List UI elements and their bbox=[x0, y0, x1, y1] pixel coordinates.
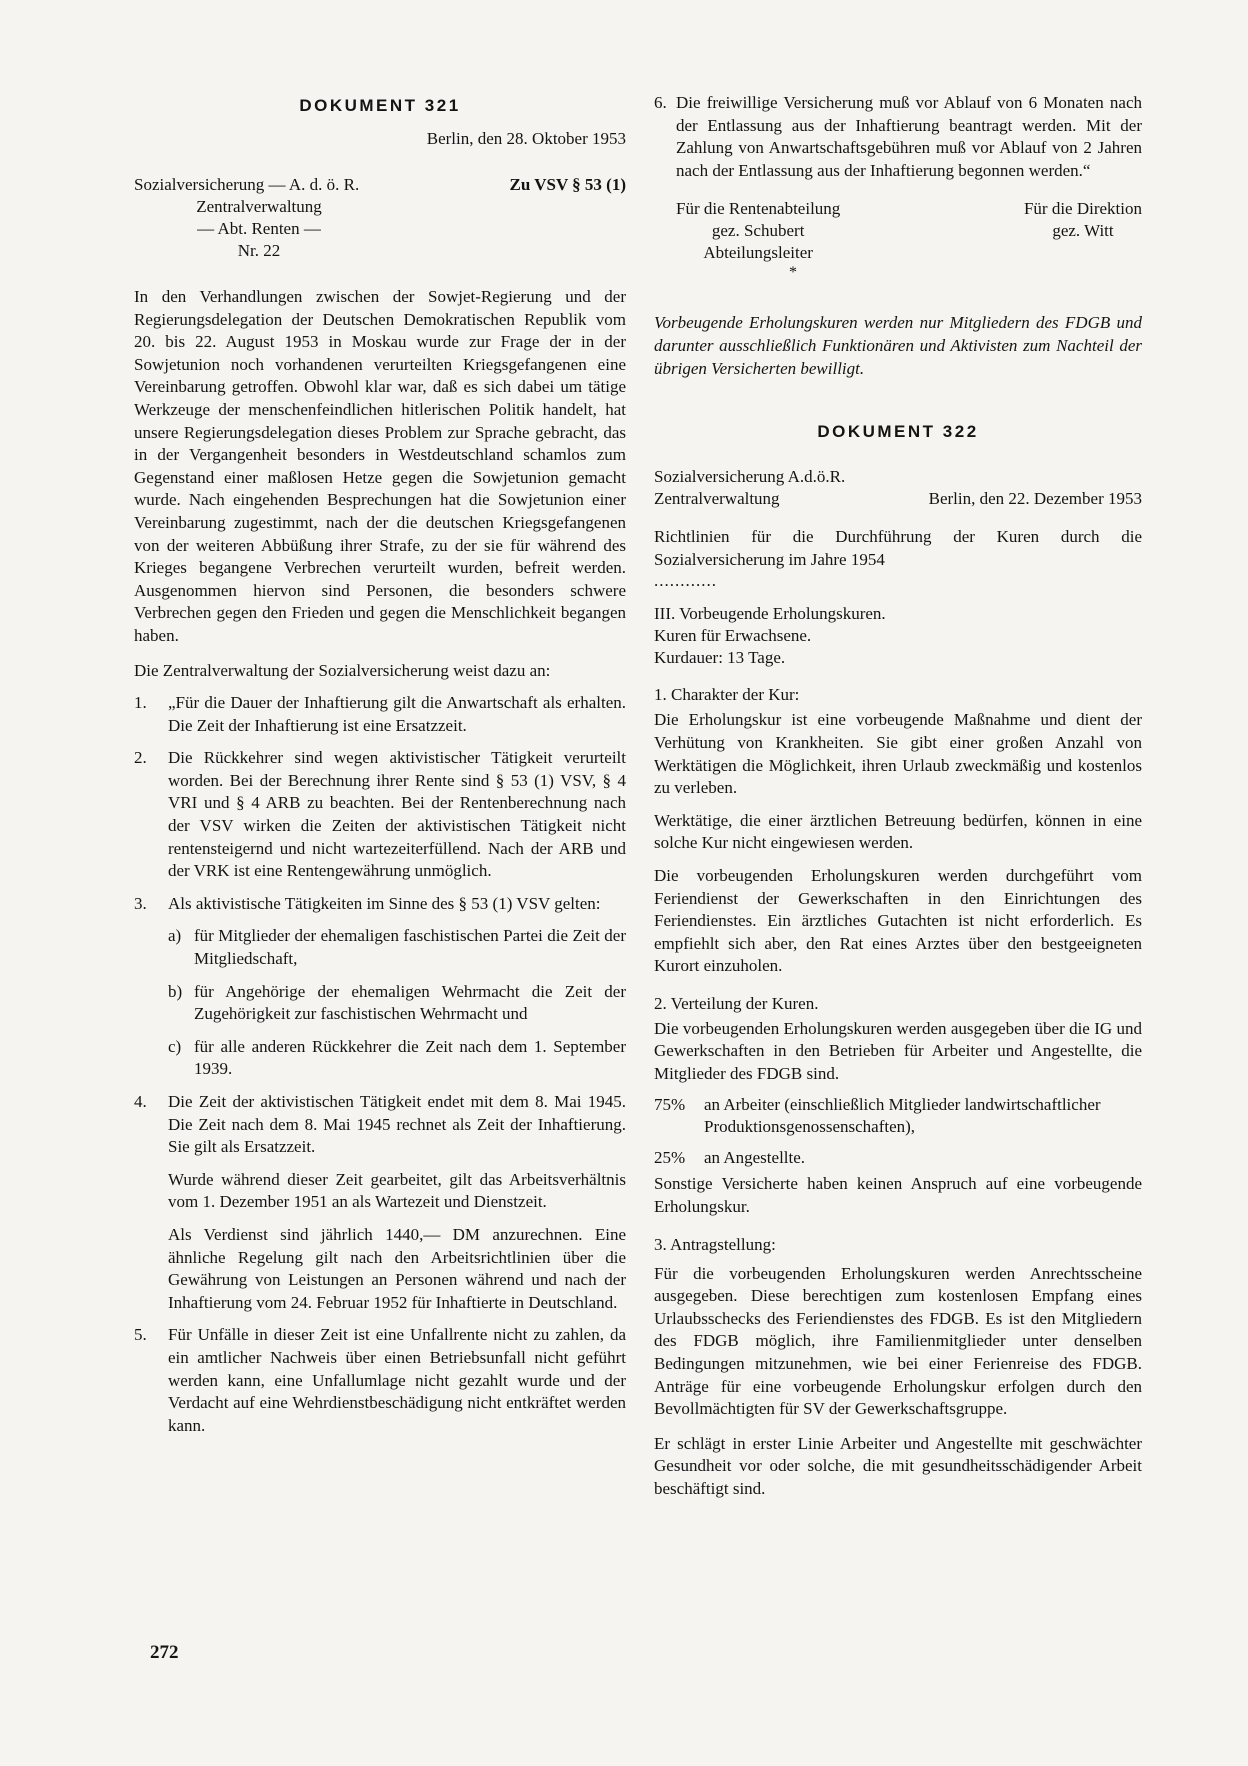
doc-321-sender-block bbox=[134, 196, 384, 262]
list-number: 1. bbox=[134, 693, 147, 713]
percentage-value: 75% bbox=[654, 1094, 686, 1114]
list-item-3 bbox=[134, 893, 626, 916]
doc-322-title: DOKUMENT 322 bbox=[817, 422, 979, 442]
list-item-4-paragraph-2: Wurde während dieser Zeit gearbeitet, gilt das Arbeitsverhältnis vom 1. Dezember 1951 an als Wartezeit und Dienstzeit. bbox=[168, 1169, 626, 1212]
left-column bbox=[134, 96, 626, 1437]
separator-star: * bbox=[789, 264, 797, 282]
section-heading: III. Vorbeugende Erholungskuren. bbox=[654, 604, 886, 624]
list-number: 2. bbox=[134, 748, 147, 768]
sender-division: — Abt. Renten — bbox=[197, 219, 321, 238]
sender-line: Sozialversicherung — A. d. ö. R. bbox=[134, 175, 360, 194]
list-text: Für Unfälle in dieser Zeit ist eine Unfallrente nicht zu zahlen, da ein amtlicher Nachweis über einen Betriebsunfall nicht geführt werden kann, eine Unfallumlage nicht gezahlt wurde und der Verdacht auf eine Wehrdienstbeschädigung nicht entkräftet werden kann. bbox=[168, 1325, 626, 1435]
list-letter: b) bbox=[168, 981, 183, 1001]
list-text: Als aktivistische Tätigkeiten im Sinne des § 53 (1) VSV gelten: bbox=[168, 893, 601, 913]
sig-right-line-1: Für die Direktion bbox=[1023, 199, 1142, 219]
ellipsis-line: ............ bbox=[654, 571, 717, 591]
list-text: Die Rückkehrer sind wegen aktivistischer Tätigkeit verurteilt worden. Bei der Berechnung ihrer Rente sind § 53 (1) VSV, § 4 VRI und § 4 ARB zu beachten. Bei der Rentenberechnung nach der VSV wirken die Zeiten der aktivistischen Tätigkeit nicht rentensteigernd und nicht wartezeiterfüllend. Nach der ARB und der VRK ist eine Rentengewährung unmöglich. bbox=[168, 748, 626, 881]
list-text: Die freiwillige Versicherung muß vor Ablauf von 6 Monaten nach der Entlassung aus der Inhaftierung beantragt werden. Mit der Zahlung von Anwartschaftsgebühren muß vor Ablauf von 2 Jahren nach der Entlassung aus der Inhaftierung begonnen werden.“ bbox=[676, 93, 1142, 180]
paragraph-3: Die vorbeugenden Erholungskuren werden durchgeführt vom Feriendienst der Gewerkschaften in den Einrichtungen des Feriendienstes. Ein ärztliches Gutachten ist nicht erforderlich. Es empfiehlt sich aber, den Rat eines Arztes über den bestgeeigneten Kurort einzuholen. bbox=[654, 865, 1142, 976]
right-column bbox=[654, 92, 1142, 1501]
list-letter: c) bbox=[168, 1036, 182, 1056]
list-text: für alle anderen Rückkehrer die Zeit nach dem 1. September 1939. bbox=[194, 1036, 626, 1079]
list-item-3b bbox=[134, 981, 626, 1026]
paragraph-1: Die Erholungskur ist eine vorbeugende Maßnahme und dient der Verhütung von Krankheiten. Sie gibt einer großen Anzahl von Werktätigen die Möglichkeit, ihren Urlaub zweckmäßig und kostenlos zu verleben. bbox=[654, 710, 1142, 798]
percentage-text: an Arbeiter (einschließlich Mitglieder landwirtschaftlicher Produktionsgenossenschaften), bbox=[704, 1094, 1101, 1137]
heading-3: 3. Antragstellung: bbox=[654, 1234, 776, 1254]
percentage-item-2 bbox=[654, 1147, 1142, 1170]
list-text: „Für die Dauer der Inhaftierung gilt die Anwartschaft als erhalten. Die Zeit der Inhaftierung ist eine Ersatzzeit. bbox=[168, 693, 626, 735]
list-item-1 bbox=[134, 692, 626, 737]
section-subheading: Kuren für Erwachsene. bbox=[654, 626, 812, 646]
doc-321-sender-header bbox=[134, 174, 626, 196]
percentage-value: 25% bbox=[654, 1147, 686, 1167]
sender-dept: Zentralverwaltung bbox=[654, 489, 780, 509]
paragraph-2: Werktätige, die einer ärztlichen Betreuung bedürfen, können in eine solche Kur nicht eingewiesen werden. bbox=[654, 810, 1142, 853]
list-item-2 bbox=[134, 747, 626, 883]
doc-321-title: DOKUMENT 321 bbox=[299, 96, 461, 115]
list-item-4-paragraph-3: Als Verdienst sind jährlich 1440,— DM anzurechnen. Eine ähnliche Regelung gilt nach den Arbeitsrichtlinien über die Gewährung von Leistungen an Personen während und nach der Inhaftierung vom 24. Februar 1952 für Inhaftierte in Deutschland. bbox=[168, 1224, 626, 1312]
paragraph-4: Die vorbeugenden Erholungskuren werden ausgegeben über die IG und Gewerkschaften in den Betrieben für Arbeiter und Angestellte, die Mitglieder des FDGB sind. bbox=[654, 1018, 1142, 1084]
list-number: 6. bbox=[654, 93, 667, 112]
sig-left-line-2: gez. Schubert bbox=[711, 221, 805, 241]
heading-1: 1. Charakter der Kur: bbox=[654, 685, 800, 705]
paragraph-7: Er schlägt in erster Linie Arbeiter und Angestellte mit geschwächter Gesundheit vor oder solche, die mit gesundheitsschädigender Arbeit beschäftigt sind. bbox=[654, 1433, 1142, 1498]
doc-322-sender: Sozialversicherung A.d.ö.R. bbox=[654, 467, 846, 487]
list-number: 5. bbox=[134, 1325, 147, 1345]
sig-right-line-2: gez. Witt bbox=[1052, 221, 1114, 241]
sig-left-line-3: Abteilungsleiter bbox=[703, 243, 813, 263]
doc-322-subject: Richtlinien für die Durchführung der Kuren durch die Sozialversicherung im Jahre 1954 bbox=[654, 527, 1142, 569]
doc-321-reference: Zu VSV § 53 (1) bbox=[509, 175, 626, 194]
list-number: 3. bbox=[134, 893, 147, 913]
list-item-3a bbox=[134, 925, 626, 970]
list-text: Die Zeit der aktivistischen Tätigkeit endet mit dem 8. Mai 1945. Die Zeit nach dem 8. Mai 1945 rechnet als Zeit der Inhaftierung. Sie gilt als Ersatzzeit. bbox=[168, 1092, 626, 1157]
doc-321-intro: In den Verhandlungen zwischen der Sowjet-Regierung und der Regierungsdelegation der Deutschen Demokratischen Republik vom 20. bis 22. August 1953 in Moskau wurde zur Frage der in der Sowjetunion noch vorhandenen verurteilten Kriegsgefangenen eine Vereinbarung getroffen. Obwohl klar war, daß es sich dabei um tätige Werkzeuge der menschenfeindlichen hitlerischen Politik handelt, hat unsere Regierungsdelegation dieses Problem zur Sprache gebracht, das in der Vergangenheit besonders in Westdeutschland schamlos zum Gegenstand einer maßlosen Hetze gegen die Sowjetunion gemacht wurde. Nach eingehenden Besprechungen hat die Sowjetunion einer Vereinbarung zugestimmt, nach der die deutschen Kriegsgefangenen von der weiteren Abbüßung ihrer Strafe, zu der sie für während des Krieges begangene Verbrechen verurteilt wurden, befreit werden. Ausgenommen hiervon sind Personen, die besonders schwere Verbrechen gegen den Frieden und gegen die Menschlichkeit begangen haben. bbox=[134, 287, 626, 645]
paragraph-5: Sonstige Versicherte haben keinen Anspruch auf eine vorbeugende Erholungskur. bbox=[654, 1174, 1142, 1217]
heading-2: 2. Verteilung der Kuren. bbox=[654, 993, 819, 1013]
signature-block bbox=[654, 198, 1142, 264]
signature-right bbox=[1024, 198, 1142, 242]
list-text: für Mitglieder der ehemaligen faschistischen Partei die Zeit der Mitgliedschaft, bbox=[194, 926, 626, 969]
sender-number: Nr. 22 bbox=[237, 241, 281, 260]
list-item-6 bbox=[654, 92, 1142, 182]
list-text: für Angehörige der ehemaligen Wehrmacht die Zeit der Zugehörigkeit zur faschistischen Wehrmacht und bbox=[194, 981, 626, 1024]
editorial-comment: Vorbeugende Erholungskuren werden nur Mitgliedern des FDGB und darunter ausschließlich Funktionären und Aktivisten zum Nachteil der übrigen Versicherten bewilligt. bbox=[654, 313, 1142, 378]
section-duration: Kurdauer: 13 Tage. bbox=[654, 648, 786, 668]
page-number: 272 bbox=[150, 1642, 179, 1663]
section-heading-block bbox=[654, 603, 1142, 669]
percentage-text: an Angestellte. bbox=[704, 1147, 806, 1167]
doc-322-date: Berlin, den 22. Dezember 1953 bbox=[928, 489, 1142, 509]
list-letter: a) bbox=[168, 926, 182, 946]
doc-321-instruction: Die Zentralverwaltung der Sozialversicherung weist dazu an: bbox=[134, 660, 551, 680]
doc-322-sender-date bbox=[654, 488, 1142, 510]
signature-left bbox=[676, 198, 840, 264]
list-number: 4. bbox=[134, 1092, 147, 1111]
sender-dept: Zentralverwaltung bbox=[196, 197, 322, 216]
paragraph-6: Für die vorbeugenden Erholungskuren werden Anrechtsscheine ausgegeben. Diese berechtigen zum kostenlosen Empfang eines Urlaubsschecks des Feriendienstes des FDGB. Es ist den Mitgliedern des FDGB möglich, ihre Familienmitglieder unter denselben Bedingungen mitzunehmen, wie bei einer Ferienreise des FDGB. Anträge für eine vorbeugende Erholungskur erfolgen durch den Bevollmächtigten für SV der Gewerkschaftsgruppe. bbox=[654, 1263, 1142, 1419]
list-item-3c bbox=[134, 1036, 626, 1081]
sig-left-line-1: Für die Rentenabteilung bbox=[676, 199, 841, 219]
list-item-4 bbox=[134, 1091, 626, 1159]
list-item-5 bbox=[134, 1324, 626, 1437]
doc-321-date: Berlin, den 28. Oktober 1953 bbox=[426, 129, 626, 148]
percentage-item-1 bbox=[654, 1094, 1142, 1139]
